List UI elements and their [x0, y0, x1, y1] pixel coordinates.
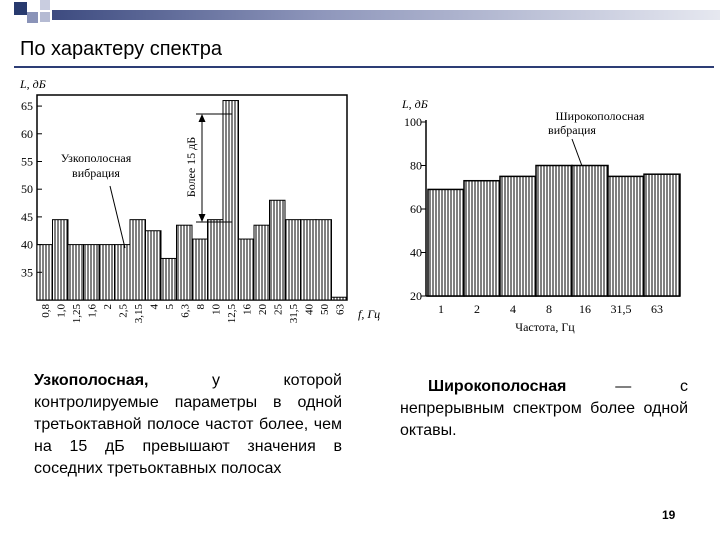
narrowband-chart [19, 77, 380, 323]
narrowband-ytick-label: 45 [21, 209, 33, 224]
narrowband-bar [192, 239, 208, 300]
narrowband-bar [161, 258, 177, 300]
broadband-xtick-label: 31,5 [610, 302, 632, 316]
broadband-annotation-leader [572, 139, 582, 166]
narrowband-bar [301, 220, 317, 300]
narrowband-bar [239, 239, 255, 300]
narrowband-bar [177, 225, 193, 300]
broadband-xtick-label: 16 [579, 302, 591, 316]
broadband-xtick-label: 63 [651, 302, 663, 316]
broadband-xtick-label: 2 [474, 302, 480, 316]
narrowband-xtick-label: 10 [210, 304, 223, 315]
broadband-annotation-line2: вибрация [548, 123, 596, 137]
narrowband-xtick-label: 8 [194, 304, 207, 310]
narrowband-xtick-label: 4 [148, 304, 161, 310]
narrowband-bar [223, 101, 239, 300]
broadband-bar [500, 176, 536, 296]
broadband-caption-term: Широкополосная [428, 378, 567, 395]
narrowband-annotation-line2: вибрация [72, 166, 120, 180]
narrowband-xtick-label: 5 [163, 304, 176, 310]
narrowband-bar [332, 297, 348, 300]
narrowband-bar [208, 220, 224, 300]
narrowband-ytick-label: 60 [21, 126, 33, 141]
narrowband-xtick-label: 2,5 [117, 304, 130, 318]
narrowband-annotation-line1: Узкополосная [60, 151, 132, 165]
narrowband-bar [254, 225, 270, 300]
broadband-bar [608, 176, 644, 296]
broadband-bar [536, 166, 572, 297]
broadband-caption [400, 376, 688, 442]
broadband-chart [401, 97, 680, 334]
dimension-arrow-up [199, 114, 206, 122]
narrowband-bar [285, 220, 301, 300]
narrowband-xtick-label: 50 [318, 304, 331, 315]
narrowband-xtick-label: 6,3 [179, 304, 192, 318]
narrowband-xtick-label: 20 [256, 304, 269, 315]
narrowband-bar [68, 245, 84, 300]
narrowband-xtick-label: 1,6 [86, 304, 99, 318]
narrowband-xlabel: f, Гц [358, 307, 381, 321]
broadband-annotation-line1: Широкополосная [555, 109, 645, 123]
narrowband-bar [270, 200, 286, 300]
narrowband-xtick-label: 63 [334, 304, 347, 315]
narrowband-bar [99, 245, 115, 300]
narrowband-ytick-label: 55 [21, 154, 33, 169]
narrowband-ytick-label: 40 [21, 237, 33, 252]
narrowband-xtick-label: 1,0 [55, 304, 68, 318]
page-title: По характеру спектра [20, 38, 223, 60]
narrowband-bar [130, 220, 146, 300]
narrowband-bar [316, 220, 332, 300]
narrowband-xtick-label: 40 [303, 304, 316, 315]
narrowband-bar [84, 245, 100, 300]
broadband-bar [428, 189, 464, 296]
page-number: 19 [662, 508, 676, 522]
dimension-label: Более 15 дБ [184, 136, 198, 198]
broadband-xtick-label: 4 [510, 302, 516, 316]
narrowband-xtick-label: 16 [241, 304, 254, 315]
narrowband-xtick-label: 25 [272, 304, 285, 315]
narrowband-xtick-label: 31,5 [287, 304, 300, 324]
dimension-arrow-down [199, 214, 206, 222]
narrowband-xtick-label: 1,25 [70, 304, 83, 324]
broadband-ytick-label: 100 [404, 115, 422, 129]
narrowband-xtick-label: 2 [101, 304, 114, 310]
narrowband-ylabel: L, дБ [20, 77, 46, 91]
narrowband-ytick-label: 50 [21, 182, 33, 197]
narrowband-xtick-label: 3,15 [132, 304, 145, 324]
narrowband-ytick-label: 65 [21, 99, 33, 114]
narrowband-bar [146, 231, 162, 300]
narrowband-caption-term: Узкополосная, [34, 372, 149, 389]
broadband-bar [572, 166, 608, 297]
narrowband-caption [34, 370, 342, 480]
narrowband-bar [115, 245, 131, 300]
broadband-ytick-label: 80 [410, 158, 422, 173]
broadband-caption-text: — с непрерывным спектром более одной октавы. [400, 378, 688, 439]
broadband-ylabel: L, дБ [402, 97, 428, 111]
broadband-bar [644, 174, 680, 296]
narrowband-xtick-label: 0,8 [39, 304, 52, 318]
narrowband-annotation-leader [110, 186, 125, 248]
broadband-bar [464, 181, 500, 296]
broadband-ytick-label: 40 [410, 245, 422, 260]
narrowband-caption-text: у которой контролируемые параметры в одной третьоктавной полосе частот более, чем на 15 дБ превышают значения в соседних третьоктавных полосах [34, 372, 342, 477]
narrowband-bar [53, 220, 69, 300]
broadband-xtick-label: 1 [438, 302, 444, 316]
broadband-ytick-label: 60 [410, 202, 422, 216]
broadband-xtick-label: 8 [546, 302, 552, 316]
broadband-xlabel: Частота, Гц [515, 320, 575, 334]
broadband-ytick-label: 20 [410, 289, 422, 303]
narrowband-xtick-label: 12,5 [225, 304, 238, 324]
narrowband-ytick-label: 35 [21, 265, 33, 280]
